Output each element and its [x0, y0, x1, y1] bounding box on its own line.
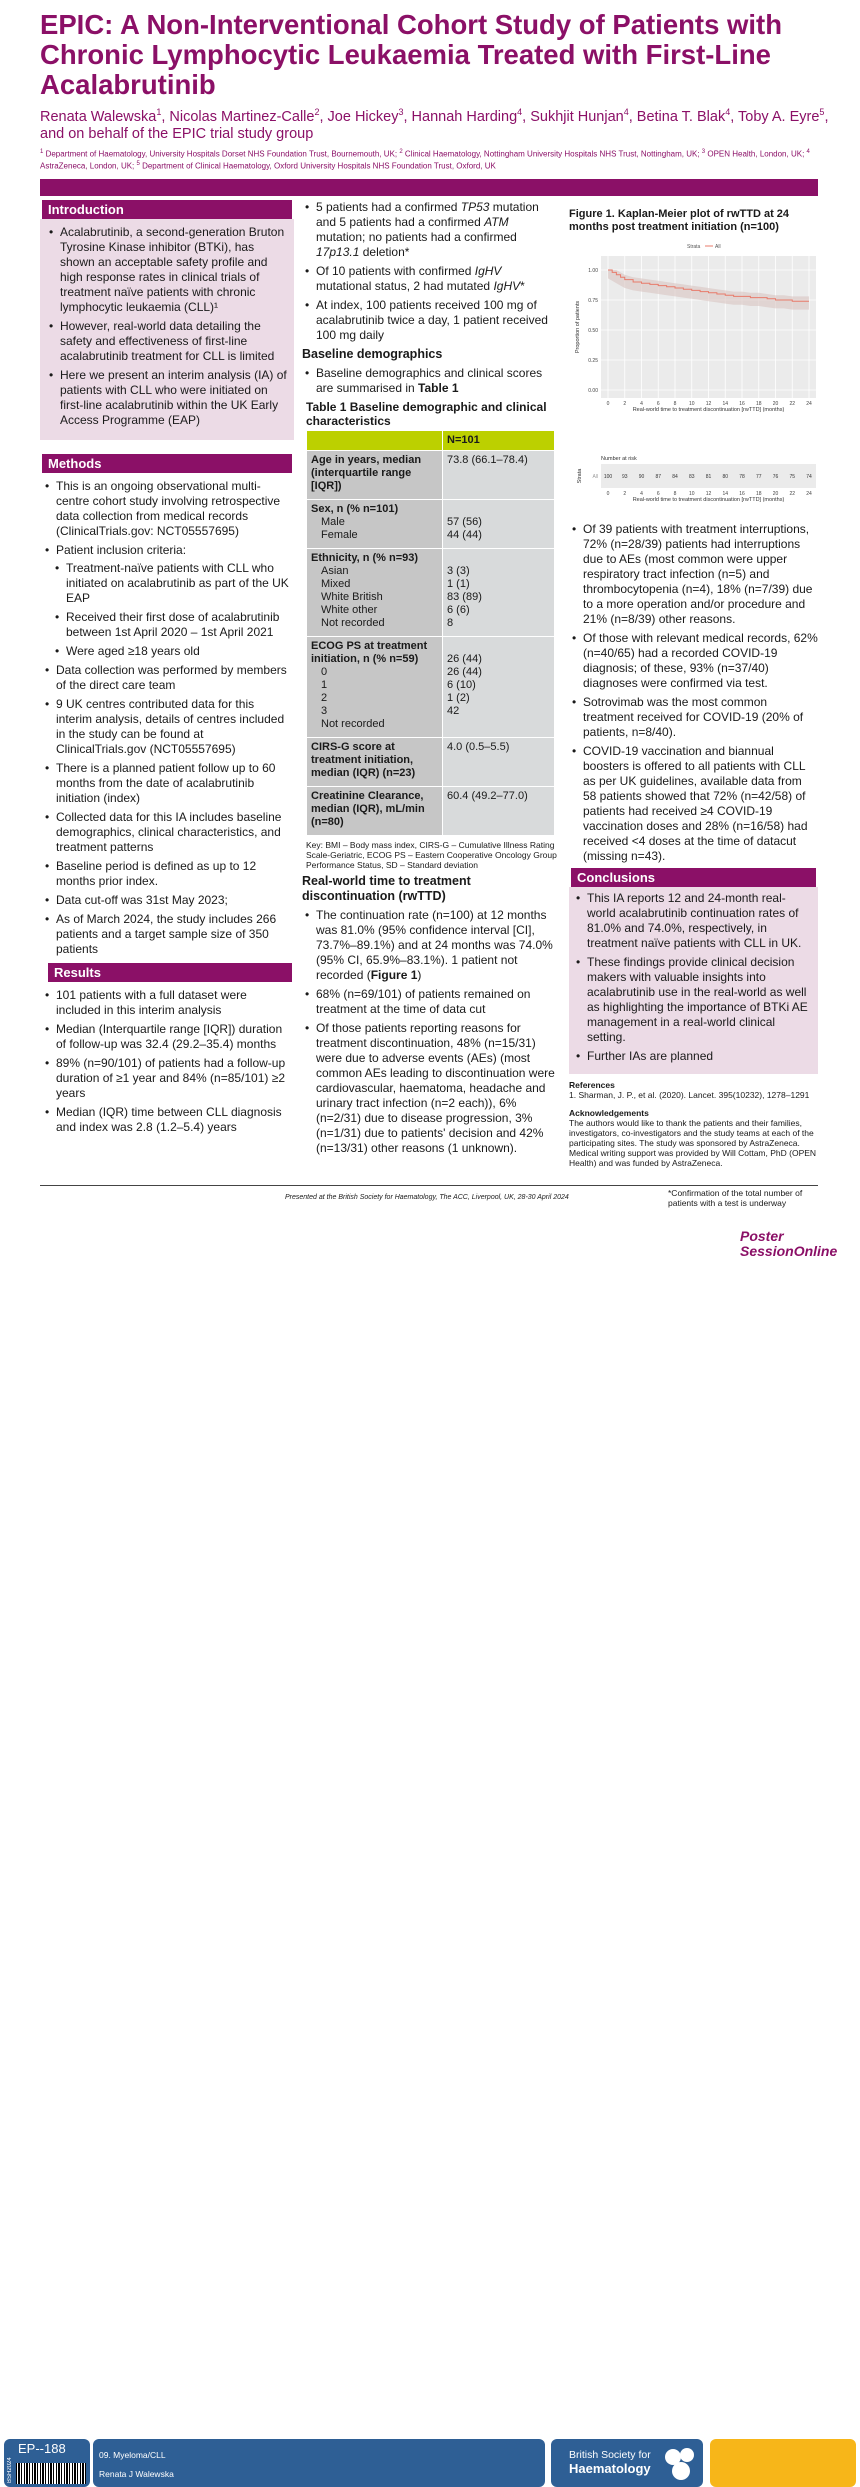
author-sup: 2 [314, 107, 320, 117]
x-tick-label: 18 [755, 401, 762, 407]
table-sub-label: White other [321, 604, 378, 616]
table-value: 44 (44) [447, 529, 482, 541]
intro-item: • Here we present an interim analysis (IA) of patients with CLL who were initiated on first-line acalabrutinib within the UK Early Access Programme (EAP) [46, 368, 288, 428]
methods-item [42, 543, 292, 659]
methods-body [40, 473, 294, 957]
table-sub-label: Asian [321, 565, 349, 577]
author-sup: 4 [725, 107, 731, 117]
author-name: Renata Walewska [40, 108, 157, 125]
x-tick-label: 22 [789, 401, 796, 407]
table-label-cell [307, 637, 443, 738]
inclusion-item: • Treatment-naïve patients with CLL who initiated on acalabrutinib as part of the UK EAP [42, 561, 292, 606]
risk-value: 81 [705, 474, 712, 480]
results-text: mutational status, 2 had mutated [316, 279, 494, 293]
barcode [16, 2463, 86, 2484]
table-value-cell [443, 787, 555, 836]
bsh-line1: British Society for [569, 2449, 651, 2461]
poster-title: EPIC: A Non-Interventional Cohort Study of Patients with Chronic Lymphocytic Leukaemia Treated with First-Line Acalabrutinib [40, 9, 782, 100]
legend-all: All [715, 244, 721, 250]
methods-item: • Baseline period is defined as up to 12 months prior index. [42, 859, 292, 889]
results-item: • At index, 100 patients received 100 mg of acalabrutinib twice a day, 1 patient received 100 mg daily [302, 298, 560, 343]
table-value: 73.8 (66.1–78.4) [447, 454, 528, 466]
risk-x-tick-label: 6 [656, 491, 660, 497]
table-row [307, 549, 555, 637]
risk-x-tick-label: 12 [705, 491, 712, 497]
x-tick-label: 10 [688, 401, 695, 407]
results-text: * [520, 279, 525, 293]
table-value: 26 (44) [447, 653, 482, 665]
results-item: • COVID-19 vaccination and biannual boosters is offered to all patients with CLL as per UK guidelines, available data from 58 patients showed that 72% (n=42/58) of patients had received ≥4 COVID-19 vaccination doses and 28% (n=16/58) had received <4 doses at the time of datacut (missing n=43). [569, 744, 818, 864]
rwttd-text: The continuation rate (n=100) at 12 months was 81.0% (95% confidence interval [CI], 73.7%–89.1%) and at 24 months was 74.0% (95% CI, 65.9%–83.1%). 1 patient not recorded ( [316, 908, 553, 982]
methods-item: • This is an ongoing observational multi-centre cohort study involving retrospective data collection from medical records (ClinicalTrials.gov: NCT05557695) [42, 479, 292, 539]
table-label-cell [307, 549, 443, 637]
table-label-cell [307, 738, 443, 787]
author-sup: 5 [819, 107, 825, 117]
methods-item: • Data collection was performed by members of the direct care team [42, 663, 292, 693]
rwttd-item: • Of those patients reporting reasons for treatment discontinuation, 48% (n=15/31) were due to adverse events (AEs) (most common AEs leading to discontinuation were cardiovascular, haematoma, headache and urinary tract infection (n=2 each)), 6% (n=2/31) due to disease progression, 3% (n=1/31) due to patients' decision and 42% (n=13/31) other reasons (1 unknown). [302, 1021, 560, 1156]
baseline-table [306, 430, 555, 836]
acknowledgements-heading: Acknowledgements [569, 1108, 649, 1118]
rwttd-text-end: ) [417, 968, 422, 982]
table-header-n: N=101 [443, 431, 555, 451]
table-value-cell [443, 637, 555, 738]
column-1 [40, 200, 294, 1139]
table-spacer [447, 503, 550, 516]
risk-value: 75 [789, 474, 796, 480]
x-tick-label: 8 [673, 401, 677, 407]
table-value: 57 (56) [447, 516, 482, 528]
risk-row-label: All [592, 474, 598, 480]
results-body [40, 982, 294, 1135]
table-sub-label: Not recorded [321, 617, 385, 629]
table-row-label: Sex, n (% n=101) [311, 503, 399, 515]
reference-item: 1. Sharman, J. P., et al. (2020). Lancet. 395(10232), 1278–1291 [569, 1090, 810, 1100]
risk-strata-label: Strata [577, 468, 583, 484]
intro-box [40, 219, 294, 440]
affiliations [40, 147, 830, 172]
author-sup: 4 [517, 107, 523, 117]
table-value: 1 (2) [447, 692, 470, 704]
poster-header [40, 10, 830, 172]
risk-value: 83 [688, 474, 695, 480]
x-tick-label: 14 [722, 401, 729, 407]
legend-strata: Strata [687, 244, 701, 250]
table-row-label: CIRS-G score at treatment initiation, median (IQR) (n=23) [311, 741, 416, 779]
y-tick-label: 0.25 [588, 358, 598, 364]
y-axis-label: Proportion of patients [575, 300, 581, 354]
table-value: 83 (89) [447, 591, 482, 603]
results-text: Of 10 patients with confirmed [316, 264, 475, 278]
bsh-logo [551, 2439, 703, 2487]
x-tick-label: 0 [606, 401, 610, 407]
x-tick-label: 16 [739, 401, 745, 407]
table-sub-label: 1 [321, 679, 328, 691]
intro-item: • Acalabrutinib, a second-generation Bruton Tyrosine Kinase inhibitor (BTKi), has shown an acceptable safety profile and high response rates in clinical trials of treatment naïve patients with chronic lymphocytic leukaemia (CLL)¹ [46, 225, 288, 315]
table-value: 26 (44) [447, 666, 482, 678]
table-value: 60.4 (49.2–77.0) [447, 790, 528, 802]
methods-list [42, 479, 292, 659]
affil-text: Department of Clinical Haematology, Oxford University Hospitals NHS Foundation Trust, Oxford, UK [139, 162, 496, 172]
poster-id-box [4, 2439, 90, 2487]
risk-x-tick-label: 4 [640, 491, 643, 497]
table-sub-label: White British [321, 591, 383, 603]
author-name: Betina T. Blak [636, 108, 726, 125]
x-tick-label: 24 [806, 401, 812, 407]
x-tick-label: 4 [640, 401, 643, 407]
author-name: Toby A. Eyre [738, 108, 820, 125]
table-spacer [447, 552, 550, 565]
intro-item: • However, real-world data detailing the safety and effectiveness of first-line acalabrutinib treatment for CLL is limited [46, 319, 288, 364]
table-label-cell [307, 500, 443, 549]
rwttd-list [302, 908, 560, 983]
results-text: mutation; no patients had a confirmed [316, 230, 517, 244]
figure-title: Figure 1. Kaplan-Meier plot of rwTTD at 24 months post treatment initiation (n=100) [569, 208, 790, 233]
risk-value: 100 [603, 474, 613, 480]
risk-x-tick-label: 10 [688, 491, 695, 497]
risk-value: 84 [672, 474, 678, 480]
table-value: 4.0 (0.5–5.5) [447, 741, 510, 753]
inclusion-list [42, 561, 292, 659]
risk-x-axis-label: Real-world time to treatment discontinuation [rwTTD] (months) [632, 497, 785, 503]
table-row [307, 500, 555, 549]
inclusion-item: • Were aged ≥18 years old [42, 644, 292, 659]
risk-x-tick-label: 24 [806, 491, 812, 497]
conclusion-item: • These findings provide clinical decision makers with valuable insights into acalabrutinib use in the real-world as well as highlighting the importance of BTKi AE management in a real-world clinical setting. [573, 955, 812, 1045]
table-value: 3 (3) [447, 565, 470, 577]
table-key: Key: BMI – Body mass index, CIRS-G – Cumulative Illness Rating Scale-Geriatric, ECOG PS – Eastern Cooperative Oncology Group Performance Status, SD – Standard deviation [306, 840, 557, 870]
methods-list-2 [42, 663, 292, 957]
results-text: deletion* [359, 245, 410, 259]
risk-value: 93 [621, 474, 628, 480]
table-value: 6 (6) [447, 604, 470, 616]
column-2 [302, 200, 560, 1160]
presented-at: Presented at the British Society for Haematology, The ACC, Liverpool, UK, 28-30 April 2024 [285, 1194, 569, 1201]
session-info-bar [93, 2439, 545, 2487]
results-item: • 89% (n=90/101) of patients had a follow-up duration of ≥1 year and 84% (n=85/101) ≥2 years [42, 1056, 292, 1101]
methods-item: • Collected data for this IA includes baseline demographics, clinical characteristics, and treatment patterns [42, 810, 292, 855]
y-tick-label: 0.50 [588, 328, 598, 334]
gene-name: ATM [484, 215, 509, 229]
results-item: • Median (Interquartile range [IQR]) duration of follow-up was 32.4 (29.2–35.4) months [42, 1022, 292, 1052]
bsh-line2: Haematology [569, 2461, 651, 2476]
table-sub-label: Female [321, 529, 358, 541]
acknowledgements-text: The authors would like to thank the patients and their families, investigators, co-investigators and the study teams at each of the participating sites. The study was sponsored by AstraZeneca. Medical writing support was provided by Will Cottam, PhD (OPEN Health) and was funded by AstraZeneca. [569, 1118, 817, 1168]
table-caption: Table 1 Baseline demographic and clinical characteristics [306, 400, 547, 428]
results-item: • Sotrovimab was the most common treatment received for COVID-19 (20% of patients, n=8/40). [569, 695, 818, 740]
results-item: • Of 39 patients with treatment interruptions, 72% (n=28/39) patients had interruptions due to AEs (most common were upper respiratory tract infection (n=5) and thrombocytopenia (n=4), 18% (n=7/39) due to a more operation and/or procedure and 21% (n=8/39) other reasons. [569, 522, 818, 627]
conclusions-heading: Conclusions [571, 868, 816, 887]
risk-x-tick-label: 14 [722, 491, 729, 497]
km-plot [569, 236, 818, 518]
affil-sup: 5 [136, 161, 140, 168]
affil-sup: 3 [701, 148, 706, 155]
results-text: 5 patients had a confirmed [316, 200, 461, 214]
table-sub-label: 3 [321, 705, 328, 717]
author-sup: 1 [156, 107, 162, 117]
x-axis-label: Real-world time to treatment discontinuation [rwTTD] (months) [632, 407, 785, 413]
results-heading: Results [48, 963, 292, 982]
category-label: 09. Myeloma/CLL [99, 2450, 166, 2460]
affil-sup: 4 [806, 148, 810, 155]
author-list: Renata Walewska$^1$, Nicolas Martinez-Calle$^2$, Joe Hickey$^3$, Hannah Harding$^4$, Sukhjit Hunjan$^4$, Betina T. Blak$^4$, Toby A. Eyre$^5$, and on behalf of the EPIC trial study group [40, 107, 829, 142]
table-row [307, 451, 555, 500]
table-value: 42 [447, 705, 460, 717]
affil-sup: 1 [40, 148, 44, 155]
table-value-cell [443, 451, 555, 500]
risk-value: 77 [755, 474, 762, 480]
risk-value: 80 [722, 474, 729, 480]
footer-divider [40, 1185, 818, 1186]
table-value: 8 [447, 617, 454, 629]
presenter-name: Renata J Walewska [99, 2469, 174, 2479]
author-sup: 4 [623, 107, 629, 117]
conclusions-list [573, 891, 812, 1064]
risk-title: Number at risk [601, 456, 637, 462]
affil-text: OPEN Health, London, UK; [705, 149, 807, 159]
table-header-row [307, 431, 555, 451]
rwttd-heading: Real-world time to treatment discontinuation (rwTTD) [302, 874, 471, 903]
footer-bar [0, 1218, 860, 2483]
poster-id: EP--188 [18, 2441, 66, 2456]
results-item: • 101 patients with a full dataset were included in this interim analysis [42, 988, 292, 1018]
gene-name: TP53 [460, 200, 490, 214]
methods-item: • As of March 2024, the study includes 266 patients and a target sample size of 350 patients [42, 912, 292, 957]
table-spacer [447, 640, 550, 653]
x-tick-label: 2 [623, 401, 627, 407]
column-3 [569, 200, 818, 1168]
rwttd-item: • 68% (n=69/101) of patients remained on treatment at the time of data cut [302, 987, 560, 1017]
table-value-cell [443, 500, 555, 549]
methods-item-text: Patient inclusion criteria: [56, 543, 187, 557]
author-name: Sukhjit Hunjan [530, 108, 624, 125]
baseline-text: Baseline demographics and clinical scores are summarised in [316, 366, 543, 395]
conclusion-item: • Further IAs are planned [573, 1049, 812, 1064]
author-sup: 3 [398, 107, 404, 117]
risk-x-tick-label: 16 [739, 491, 745, 497]
x-tick-label: 12 [705, 401, 712, 407]
title-band [40, 179, 818, 196]
risk-x-tick-label: 2 [623, 491, 627, 497]
x-tick-label: 20 [772, 401, 779, 407]
col3-list [569, 522, 818, 864]
inclusion-item: • Received their first dose of acalabrutinib between 1st April 2020 – 1st April 2021 [42, 610, 292, 640]
table-label-cell [307, 451, 443, 500]
pso-line2: SessionOnline [740, 1243, 838, 1259]
figure-ref: Figure 1 [370, 968, 418, 982]
km-figure [569, 236, 818, 518]
confirmation-note: *Confirmation of the total number of patients with a test is underway [668, 1188, 803, 1208]
methods-item: • 9 UK centres contributed data for this interim analysis, details of centres included in the study can be found at ClinicalTrials.gov (NCT05557695) [42, 697, 292, 757]
results-list [42, 988, 292, 1135]
risk-x-tick-label: 18 [755, 491, 762, 497]
table-label-cell [307, 787, 443, 836]
risk-value: 87 [655, 474, 662, 480]
results-item [302, 264, 560, 294]
x-tick-label: 6 [656, 401, 660, 407]
table-row [307, 787, 555, 836]
table-row [307, 738, 555, 787]
methods-item: • There is a planned patient follow up to 60 months from the date of acalabrutinib initiation (index) [42, 761, 292, 806]
results-list-2 [302, 200, 560, 343]
intro-list [46, 225, 288, 428]
results-item [302, 200, 560, 260]
table-sub-label: Not recorded [321, 718, 385, 730]
rwttd-list-2 [302, 987, 560, 1156]
author-name: Hannah Harding [411, 108, 518, 125]
table-value: 6 (10) [447, 679, 476, 691]
table-sub-label: Male [321, 516, 345, 528]
risk-value: 74 [806, 474, 812, 480]
conclusions-box [569, 887, 818, 1074]
table-ref: Table 1 [418, 381, 459, 395]
table-sub-label: 0 [321, 666, 328, 678]
intro-heading: Introduction [42, 200, 292, 219]
results-item: • Median (IQR) time between CLL diagnosis and index was 2.8 (1.2–5.4) years [42, 1105, 292, 1135]
risk-value: 90 [638, 474, 645, 480]
risk-x-tick-label: 22 [789, 491, 796, 497]
results-item: • Of those with relevant medical records, 62% (n=40/65) had a recorded COVID-19 diagnosis; of these, 93% (n=37/40) diagnoses were confirmed via test. [569, 631, 818, 691]
table-sub-label: 2 [321, 692, 328, 704]
table-row-label: ECOG PS at treatment initiation, n (% n=59) [311, 640, 428, 665]
y-tick-label: 0.75 [588, 298, 598, 304]
table-value-cell [443, 738, 555, 787]
affil-text: Department of Haematology, University Hospitals Dorset NHS Foundation Trust, Bournemouth, UK; [43, 149, 400, 159]
references [569, 1080, 818, 1168]
authors-suffix: and on behalf of the EPIC trial study group [40, 125, 314, 142]
methods-heading: Methods [42, 454, 292, 473]
risk-x-tick-label: 20 [772, 491, 779, 497]
affil-sup: 2 [399, 148, 403, 155]
gene-name: IgHV [474, 264, 502, 278]
affil-text: AstraZeneca, London, UK; [40, 162, 137, 172]
table-value-cell [443, 549, 555, 637]
references-heading: References [569, 1080, 615, 1090]
vertical-code: BSH2024 [7, 2457, 13, 2483]
risk-x-tick-label: 0 [606, 491, 610, 497]
author-name: Joe Hickey [327, 108, 399, 125]
baseline-list [302, 366, 560, 396]
baseline-item [302, 366, 560, 396]
y-tick-label: 1.00 [588, 268, 598, 274]
table-header-blank [307, 431, 443, 451]
bsh-circles-icon [661, 2443, 701, 2483]
y-tick-label: 0.00 [588, 388, 598, 394]
table-row-label: Creatinine Clearance, median (IQR), mL/min (n=80) [311, 790, 425, 828]
table-sub-label: Mixed [321, 578, 351, 590]
pso-logo [710, 2439, 856, 2487]
gene-name: IgHV [493, 279, 521, 293]
conclusion-item: • This IA reports 12 and 24-month real-world acalabrutinib continuation rates of 81.0% and 74.0%, respectively, in treatment naïve patients with CLL in UK. [573, 891, 812, 951]
methods-item: • Data cut-off was 31st May 2023; [42, 893, 292, 908]
author-name: Nicolas Martinez-Calle [169, 108, 315, 125]
table-row [307, 637, 555, 738]
affil-text: Clinical Haematology, Nottingham University Hospitals NHS Trust, Nottingham, UK; [402, 149, 702, 159]
risk-value: 78 [739, 474, 745, 480]
table-row-label: Age in years, median (interquartile range [IQR]) [311, 454, 422, 492]
table-row-label: Ethnicity, n (% n=93) [311, 552, 419, 564]
rwttd-item [302, 908, 560, 983]
baseline-heading: Baseline demographics [302, 347, 443, 361]
risk-x-tick-label: 8 [673, 491, 677, 497]
pso-line1: Poster [740, 1228, 784, 1244]
results-text: mutation and 5 patients had a confirmed [316, 200, 539, 229]
table-value: 1 (1) [447, 578, 470, 590]
risk-value: 76 [772, 474, 779, 480]
gene-name: 17p13.1 [316, 245, 360, 259]
